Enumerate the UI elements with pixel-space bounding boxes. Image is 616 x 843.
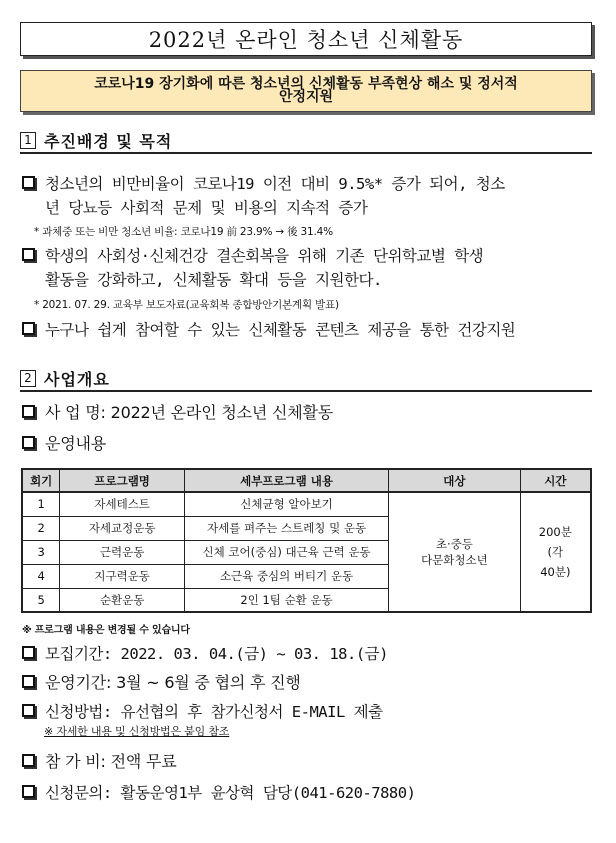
program-table (21, 468, 592, 613)
table-row (22, 492, 591, 516)
section2-bullet1 (22, 401, 333, 425)
participation-fee (22, 750, 177, 774)
row-no: 2 (22, 516, 60, 540)
target-line1: 초·중등 (435, 537, 473, 551)
page-title-text: 2022년 온라인 청소년 신체활동 (148, 28, 464, 52)
header-target: 대상 (389, 469, 521, 492)
row-name: 자세교정운동 (60, 516, 185, 540)
square-bullet-icon (22, 322, 35, 335)
header-detail: 세부프로그램 내용 (184, 469, 388, 492)
section1-bullet3 (22, 318, 594, 342)
time-line2: (각 (547, 545, 564, 559)
apply-text: 신청방법: 유선협의 후 참가신청서 E-MAIL 제출 (45, 703, 383, 721)
section2-header (20, 366, 592, 392)
time-cell (520, 492, 591, 612)
row-no: 4 (22, 564, 60, 588)
subtitle-line2: 안정지원 (278, 89, 334, 105)
apply-method (22, 700, 383, 724)
target-cell (389, 492, 521, 612)
bullet2-line2: 활동을 강화하고, 신체활동 확대 등을 지원한다. (45, 271, 382, 289)
section1-note1: * 과체중 또는 비만 청소년 비율: 코로나19 前 23.9% → 後 31.4% (34, 226, 333, 238)
apply-note: ※ 자세한 내용 및 신청방법은 붙임 참조 (44, 725, 230, 738)
square-bullet-icon (22, 405, 35, 418)
operation-period (22, 671, 301, 695)
subtitle-line1: 코로나19 장기화에 따른 청소년의 신체활동 부족현상 해소 및 정서적 (94, 76, 518, 92)
square-bullet-icon (22, 754, 35, 767)
square-bullet-icon (22, 785, 35, 798)
row-name: 지구력운동 (60, 564, 185, 588)
row-detail: 소근육 중심의 버티기 운동 (184, 564, 388, 588)
page-title (20, 22, 592, 56)
square-bullet-icon (22, 704, 35, 717)
bullet3-text: 누구나 쉽게 참여할 수 있는 신체활동 콘텐츠 제공을 통한 건강지원 (45, 321, 516, 339)
section1-bullet2 (22, 244, 594, 292)
section1-bullet1 (22, 172, 594, 220)
bullet1-line2: 년 당뇨등 사회적 문제 및 비용의 지속적 증가 (45, 199, 368, 217)
target-line2: 다문화청소년 (421, 553, 488, 567)
row-no: 3 (22, 540, 60, 564)
section1-note2: * 2021. 07. 29. 교육부 보도자료(교육회복 종합방안기본계획 발표) (34, 299, 339, 311)
header-program: 프로그램명 (60, 469, 185, 492)
row-no: 1 (22, 492, 60, 516)
bullet1-line1: 청소년의 비만비율이 코로나19 이전 대비 9.5%* 증가 되어, 청소 (45, 175, 505, 193)
operation-content-label: 운영내용 (45, 434, 107, 453)
subtitle-box (20, 70, 592, 112)
section2-number: 2 (20, 370, 36, 387)
time-line3: 40분) (540, 565, 571, 579)
table-header-row (22, 469, 591, 492)
row-name: 자세테스트 (60, 492, 185, 516)
row-detail: 자세를 펴주는 스트레칭 및 운동 (184, 516, 388, 540)
section1-number: 1 (20, 132, 36, 149)
section2-title: 사업개요 (44, 369, 110, 389)
square-bullet-icon (22, 675, 35, 688)
square-bullet-icon (22, 176, 35, 189)
row-name: 순환운동 (60, 588, 185, 612)
section1-title: 추진배경 및 목적 (44, 131, 173, 151)
section2-bullet2 (22, 432, 106, 456)
recruit-period (22, 642, 388, 666)
header-time: 시간 (520, 469, 591, 492)
row-detail: 신체균형 알아보기 (184, 492, 388, 516)
row-no: 5 (22, 588, 60, 612)
inquiry-text: 신청문의: 활동운영1부 윤상혁 담당(041-620-7880) (45, 784, 416, 802)
project-name: 사 업 명: 2022년 온라인 청소년 신체활동 (45, 403, 334, 422)
row-detail: 2인 1팀 순환 운동 (184, 588, 388, 612)
square-bullet-icon (22, 248, 35, 261)
recruit-text: 모집기간: 2022. 03. 04.(금) ~ 03. 18.(금) (45, 645, 388, 663)
bullet2-line1: 학생의 사회성·신체건강 결손회복을 위해 기존 단위학교별 학생 (45, 247, 484, 265)
header-session: 회기 (22, 469, 60, 492)
time-line1: 200분 (538, 525, 572, 539)
inquiry (22, 781, 415, 805)
square-bullet-icon (22, 646, 35, 659)
table-note: ※ 프로그램 내용은 변경될 수 있습니다 (22, 625, 190, 636)
fee-text: 참 가 비: 전액 무료 (45, 752, 177, 771)
row-detail: 신체 코어(중심) 대근육 근력 운동 (184, 540, 388, 564)
row-name: 근력운동 (60, 540, 185, 564)
operate-text: 운영기간: 3월 ~ 6월 중 협의 후 진행 (45, 673, 301, 692)
section1-header (20, 128, 592, 154)
square-bullet-icon (22, 436, 35, 449)
